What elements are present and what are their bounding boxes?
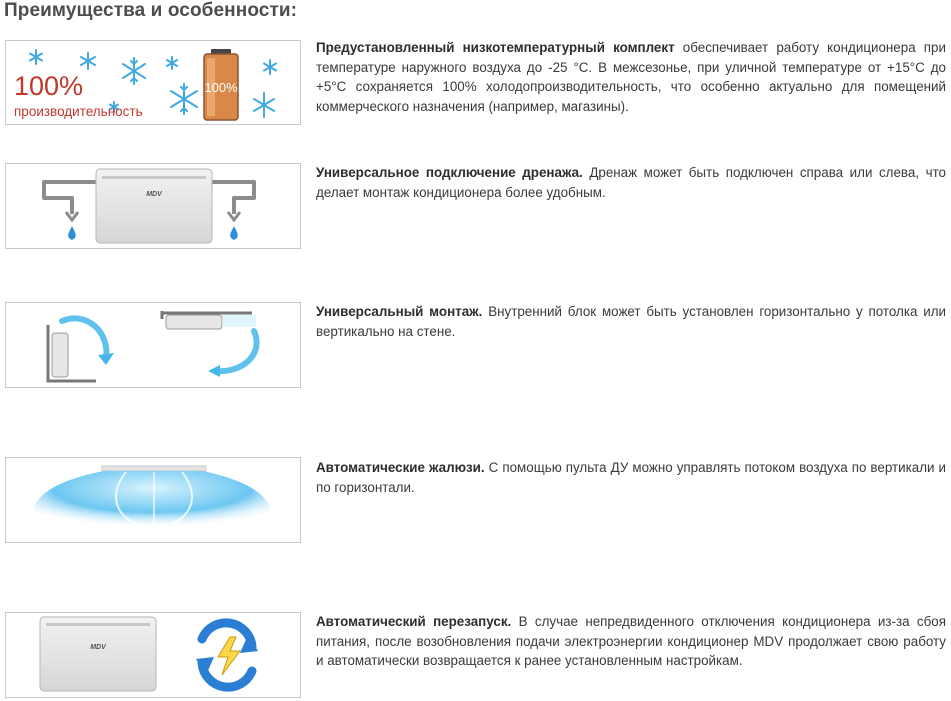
feature-title: Универсальное подключение дренажа.	[316, 165, 583, 180]
svg-text:100%: 100%	[14, 71, 84, 101]
feature-text: Внутренний блок может быть установлен горизонтально у потолка или вертикально на стене.	[316, 304, 947, 339]
svg-text:производительность: производительность	[14, 104, 143, 119]
feature-title: Универсальный монтаж.	[316, 304, 483, 319]
wall-unit	[48, 325, 96, 381]
feature-text: В случае непредвиденного отключения кондиционера из-за сбоя питания, после возобновления подачи электроэнергии кондиционер MDV продолжает свою работу и автоматически возвращается к ранее установленным настройкам.	[316, 614, 946, 668]
feature-text: Дренаж может быть подключен справа или слева, что делает монтаж кондиционера более удобным.	[316, 165, 946, 200]
feature-description	[316, 163, 946, 202]
refresh-arrows-icon	[196, 623, 258, 687]
feature-description	[316, 612, 946, 671]
restart-icon	[5, 612, 301, 698]
svg-text:100%: 100%	[204, 80, 238, 95]
snowflake-battery-icon	[5, 40, 301, 125]
battery-icon	[204, 49, 238, 120]
feature-description	[316, 458, 946, 497]
drain-icon	[5, 163, 301, 249]
feature-title: Автоматический перезапуск.	[316, 614, 512, 629]
feature-text: обеспечивает работу кондиционера при температуре наружного воздуха до -25 °С. В межсезонье, при уличной температуре от +15°С до +5°С сохраняется 100% холодопроизводительность, что особенно актуально для помещений коммерческого назначения (например, магазины).	[316, 40, 946, 114]
feature-description	[316, 302, 946, 341]
mounting-icon	[5, 302, 301, 388]
feature-description	[316, 38, 946, 116]
svg-text:MDV: MDV	[90, 644, 106, 651]
ceiling-unit	[162, 311, 256, 329]
svg-text:MDV: MDV	[146, 191, 162, 198]
feature-text: С помощью пульта ДУ можно управлять потоком воздуха по вертикали и по горизонтали.	[316, 460, 946, 495]
page-title: Преимущества и особенности:	[4, 0, 298, 21]
feature-title: Предустановленный низкотемпературный комплект	[316, 40, 675, 55]
feature-title: Автоматические жалюзи.	[316, 460, 485, 475]
airflow-icon	[5, 457, 301, 543]
